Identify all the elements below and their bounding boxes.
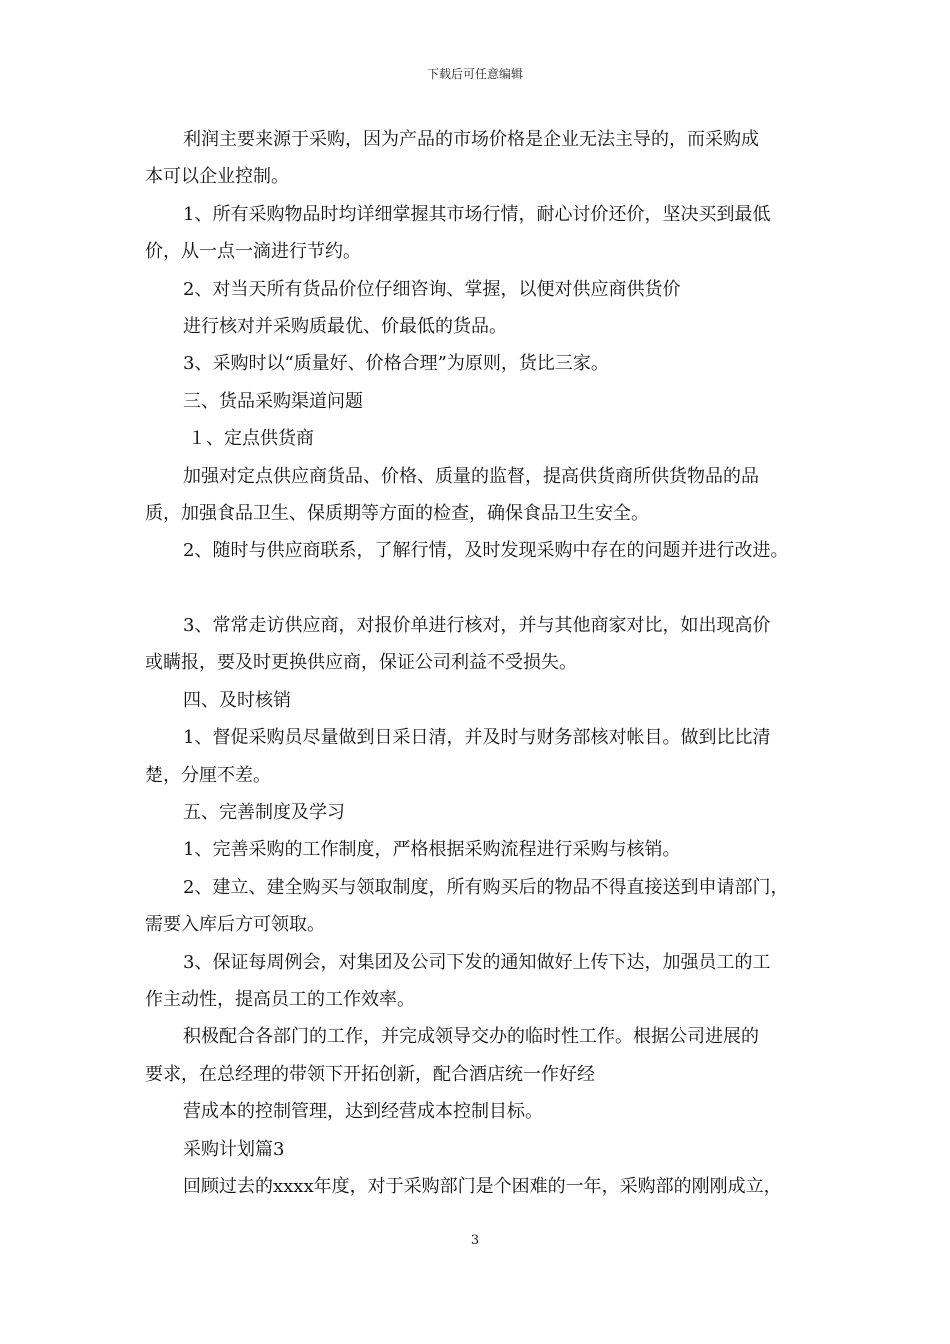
section-heading: 采购计划篇3 — [183, 1138, 285, 1160]
page-number: 3 — [470, 1233, 480, 1248]
paragraph-line: 进行核对并采购质最优、价最低的货品。 — [183, 315, 507, 337]
paragraph-line: 要求，在总经理的带领下开拓创新，配合酒店统一作好经 — [145, 1063, 595, 1085]
paragraph-line: 2、对当天所有货品价位仔细咨询、掌握，以便对供应商供货价 — [183, 278, 681, 300]
paragraph-line: 或瞒报，要及时更换供应商，保证公司利益不受损失。 — [145, 652, 577, 674]
paragraph-line: 3、采购时以“质量好、价格合理”为原则，货比三家。 — [183, 353, 609, 375]
paragraph-line: 楚，分厘不差。 — [145, 764, 271, 786]
paragraph-line: 价，从一点一滴进行节约。 — [145, 241, 361, 263]
paragraph-line: 1、完善采购的工作制度，严格根据采购流程进行采购与核销。 — [183, 839, 681, 861]
section-heading: 四、及时核销 — [183, 689, 291, 711]
paragraph-line: 回顾过去的xxxx年度，对于采购部门是个困难的一年，采购部的刚刚成立， — [183, 1175, 782, 1197]
paragraph-line: 本可以企业控制。 — [145, 166, 289, 188]
section-heading: 五、完善制度及学习 — [183, 802, 345, 824]
paragraph-line: 2、随时与供应商联系，了解行情，及时发现采购中存在的问题并进行改进。 — [183, 540, 789, 562]
blank-line — [145, 570, 825, 607]
paragraph-line: 加强对定点供应商货品、价格、质量的监督，提高供货商所供货物品的品 — [183, 465, 759, 487]
paragraph-line: 积极配合各部门的工作，并完成领导交办的临时性工作。根据公司进展的 — [183, 1026, 759, 1048]
paragraph-line: 利润主要来源于采购，因为产品的市场价格是企业无法主导的，而采购成 — [183, 129, 759, 150]
paragraph-line: 2、建立、建全购买与领取制度，所有购买后的物品不得直接送到申请部门， — [183, 876, 789, 898]
document-body — [145, 121, 825, 1205]
paragraph-line: 需要入库后方可领取。 — [145, 914, 325, 936]
paragraph-line: 1、督促采购员尽量做到日采日清，并及时与财务部核对帐目。做到比比清 — [183, 727, 771, 749]
subsection-heading: １、定点供货商 — [188, 428, 314, 450]
paragraph-line: 营成本的控制管理，达到经营成本控制目标。 — [183, 1101, 543, 1123]
page-header: 下载后可任意编辑 — [426, 67, 523, 81]
paragraph-line: 质，加强食品卫生、保质期等方面的检查，确保食品卫生安全。 — [145, 502, 649, 524]
paragraph-line: 3、常常走访供应商，对报价单进行核对，并与其他商家对比，如出现高价 — [183, 615, 771, 637]
section-heading: 三、货品采购渠道问题 — [183, 390, 363, 412]
paragraph-line: 作主动性，提高员工的工作效率。 — [145, 988, 415, 1010]
paragraph-line: 3、保证每周例会，对集团及公司下发的通知做好上传下达，加强员工的工 — [183, 951, 771, 973]
paragraph-line: 1、所有采购物品时均详细掌握其市场行情，耐心讨价还价，坚决买到最低 — [183, 203, 771, 225]
